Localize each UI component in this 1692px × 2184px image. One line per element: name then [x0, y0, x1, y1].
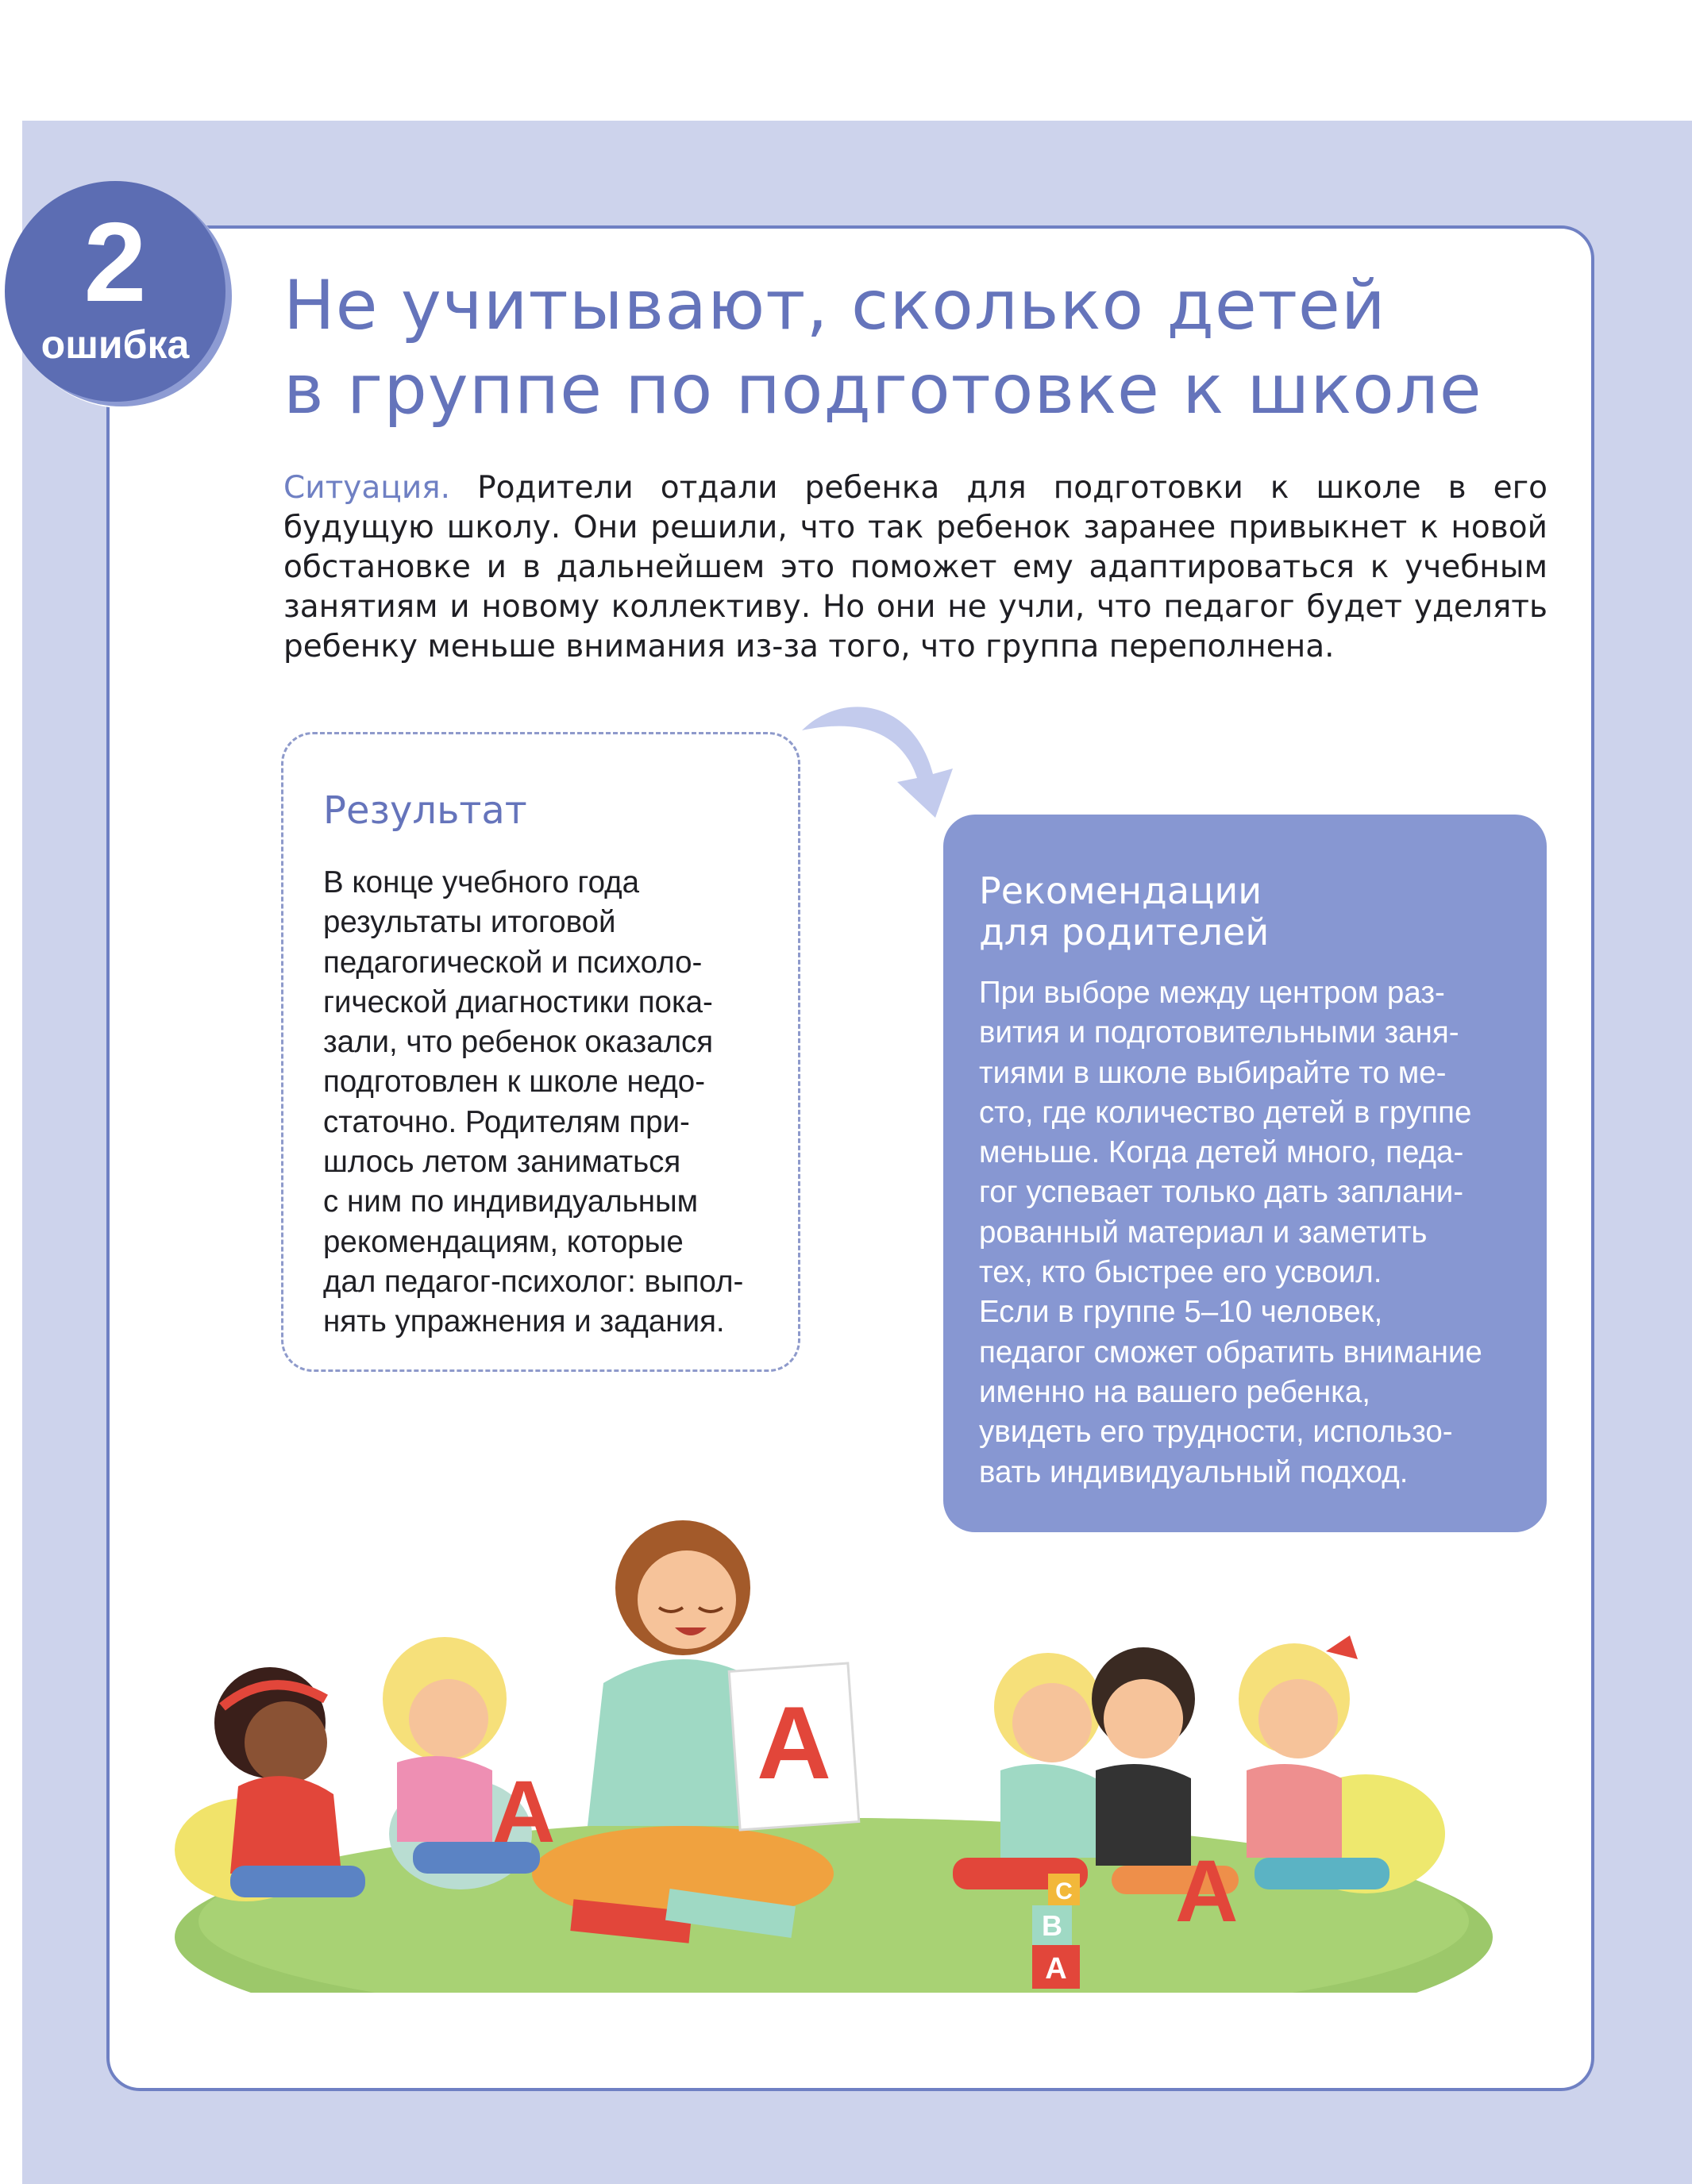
result-box	[281, 732, 800, 1372]
card-letter: А	[757, 1685, 831, 1801]
page-title	[283, 264, 1522, 432]
block-letter-3: А	[1045, 1952, 1067, 1986]
block-letter-2: В	[1042, 1909, 1062, 1942]
letter-card	[729, 1663, 859, 1830]
pillow-letter-left: А	[492, 1763, 556, 1861]
block-letter-1: С	[1055, 1878, 1073, 1905]
title-line-1: Не учитывают, сколько детей	[283, 266, 1386, 345]
recommendations-text: При выборе между центром раз- вития и подготовительными заня- тиями в школе выбирайте то ме- сто, где количество детей в группе меньше. Когда детей много, педа- гог успевает только дать заплани- рованный материал и заметить тех, кто быстрее его усвоил. Если в группе 5–10 человек, педагог сможет обратить внимание именно на вашего ребенка, увидеть его трудности, использо- вать индивидуальный подход.	[979, 976, 1482, 1489]
pillow-letter-right: А	[1175, 1843, 1239, 1940]
result-title: Результат	[323, 788, 527, 833]
mistake-number: 2	[83, 199, 147, 325]
situation-text: Родители отдали ребенка для подготовки к школе в его будущую школу. Они решили, что так ребенок заранее привыкнет к новой обстановке и в дальнейшем это поможет ему адаптироваться к учебным занятиям и новому коллективу. Но они не учли, что педагог будет уделять ребенку меньше внимания из-за того, что группа переполнена.	[283, 470, 1547, 664]
recommendations-box	[943, 815, 1547, 1532]
recommendations-title: Рекомендации для родителей	[979, 869, 1270, 953]
result-text: В конце учебного года результаты итоговой педагогической и психоло- гической диагностики пока- зали, что ребенок оказался подготовлен к школе недо- статочно. Родителям при- шлось летом заниматься с ним по индивидуальным рекомендациям, которые дал педагог-психолог: выпол- нять упражнения и задания.	[323, 865, 744, 1339]
mistake-label: ошибка	[40, 322, 190, 367]
mistake-number-badge	[5, 181, 225, 402]
title-line-2: в группе по подготовке к школе	[283, 350, 1482, 429]
situation-lead: Ситуация.	[283, 470, 451, 506]
situation-paragraph	[283, 468, 1547, 667]
classroom-illustration	[159, 1429, 1509, 1993]
curved-arrow-icon	[794, 699, 969, 826]
